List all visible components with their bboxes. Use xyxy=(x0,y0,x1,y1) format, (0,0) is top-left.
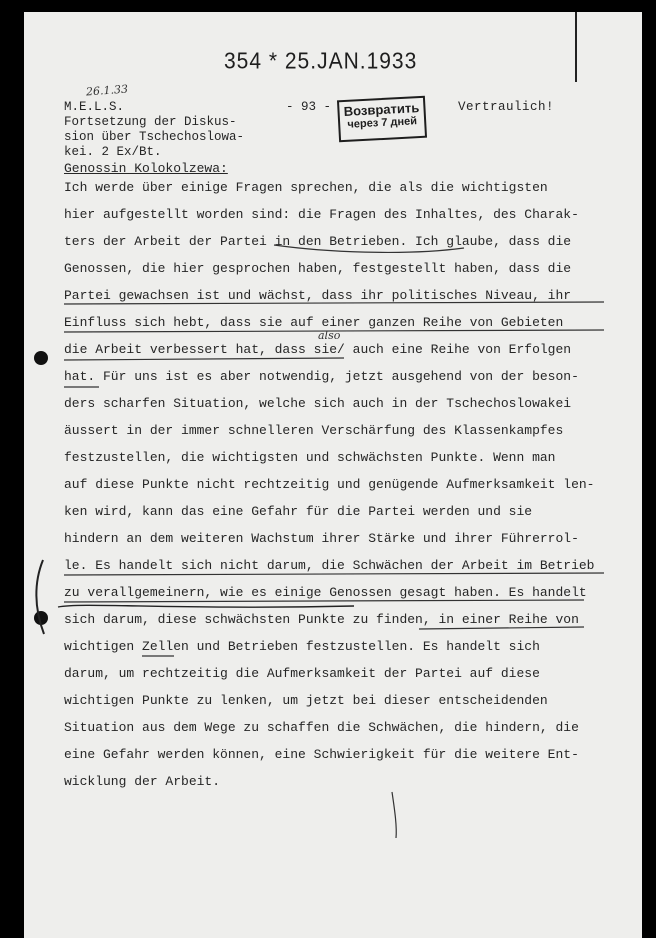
meta-line: M.E.L.S. xyxy=(64,100,125,114)
body-line: äussert in der immer schnelleren Verschärfung des Klassenkampfes xyxy=(64,423,564,438)
registry-stamp: 354 * 25.JAN.1933 xyxy=(224,48,418,75)
meta-line: kei. 2 Ex/Bt. xyxy=(64,145,162,159)
body-line: darum, um rechtzeitig die Aufmerksamkeit der Partei auf diese xyxy=(64,666,540,681)
body-line: ken wird, kann das eine Gefahr für die Partei werden und sie xyxy=(64,504,533,519)
body-line: festzustellen, die wichtigsten und schwächsten Punkte. Wenn man xyxy=(64,450,556,465)
body-line: auf diese Punkte nicht rechtzeitig und genügende Aufmerksamkeit len- xyxy=(64,477,595,492)
underline-mark xyxy=(64,573,604,575)
body-line: wichtigen Zellen und Betrieben festzustellen. Es handelt sich xyxy=(64,639,540,654)
body-line: Ich werde über einige Fragen sprechen, die als die wichtigsten xyxy=(64,180,548,195)
body-line: ders scharfen Situation, welche sich auch in der Tschechoslowakei xyxy=(64,396,572,411)
underline-mark xyxy=(64,358,344,360)
return-stamp xyxy=(337,96,427,143)
handwritten-date: 26.1.33 xyxy=(85,82,129,99)
body-line: sich darum, diese schwächsten Punkte zu finden, in einer Reihe von xyxy=(64,612,579,627)
underline-mark xyxy=(419,627,584,629)
meta-line: sion über Tschechoslowa- xyxy=(64,130,245,144)
return-stamp-line1: Возвратить xyxy=(343,100,420,119)
confidential-label: Vertraulich! xyxy=(458,100,555,114)
margin-bracket xyxy=(36,560,44,634)
document-meta xyxy=(64,100,244,160)
body-line: Genossen, die hier gesprochen haben, festgestellt haben, dass die xyxy=(64,261,572,276)
meta-line: Fortsetzung der Diskus- xyxy=(64,115,237,129)
speaker-heading: Genossin Kolokolzewa: xyxy=(64,161,228,176)
body-line: eine Gefahr werden können, eine Schwierigkeit für die weitere Ent- xyxy=(64,747,579,762)
document-page xyxy=(24,12,642,938)
underline-mark xyxy=(64,600,584,602)
interlinear-note: also xyxy=(318,329,341,342)
body-line: zu verallgemeinern, wie es einige Genossen gesagt haben. Es handelt xyxy=(64,585,587,600)
punch-hole xyxy=(34,351,48,365)
page-number: - 93 - xyxy=(286,100,332,114)
margin-arrow xyxy=(58,605,354,607)
body-line: hindern an dem weiteren Wachstum ihrer Stärke und ihrer Führerrol- xyxy=(64,531,579,546)
return-stamp-line2: через 7 дней xyxy=(347,115,418,131)
body-line: Partei gewachsen ist und wächst, dass ihr politisches Niveau, ihr xyxy=(64,288,572,303)
body-line: Situation aus dem Wege zu schaffen die Schwächen, die hindern, die xyxy=(64,720,579,735)
body-line: wichtigen Punkte zu lenken, um jetzt bei dieser entscheidenden xyxy=(64,693,548,708)
punch-hole xyxy=(34,611,48,625)
body-line: hier aufgestellt worden sind: die Fragen des Inhaltes, des Charak- xyxy=(64,207,579,222)
pencil-tick xyxy=(392,792,396,838)
body-line: hat. Für uns ist es aber notwendig, jetzt ausgehend von der beson- xyxy=(64,369,579,384)
body-line: Einfluss sich hebt, dass sie auf einer ganzen Reihe von Gebieten xyxy=(64,315,564,330)
body-line: le. Es handelt sich nicht darum, die Schwächen der Arbeit im Betrieb xyxy=(64,558,595,573)
body-line: die Arbeit verbessert hat, dass sie/ auch eine Reihe von Erfolgen xyxy=(64,342,572,357)
body-line: wicklung der Arbeit. xyxy=(64,774,221,789)
body-line: ters der Arbeit der Partei in den Betrieben. Ich glaube, dass die xyxy=(64,234,572,249)
